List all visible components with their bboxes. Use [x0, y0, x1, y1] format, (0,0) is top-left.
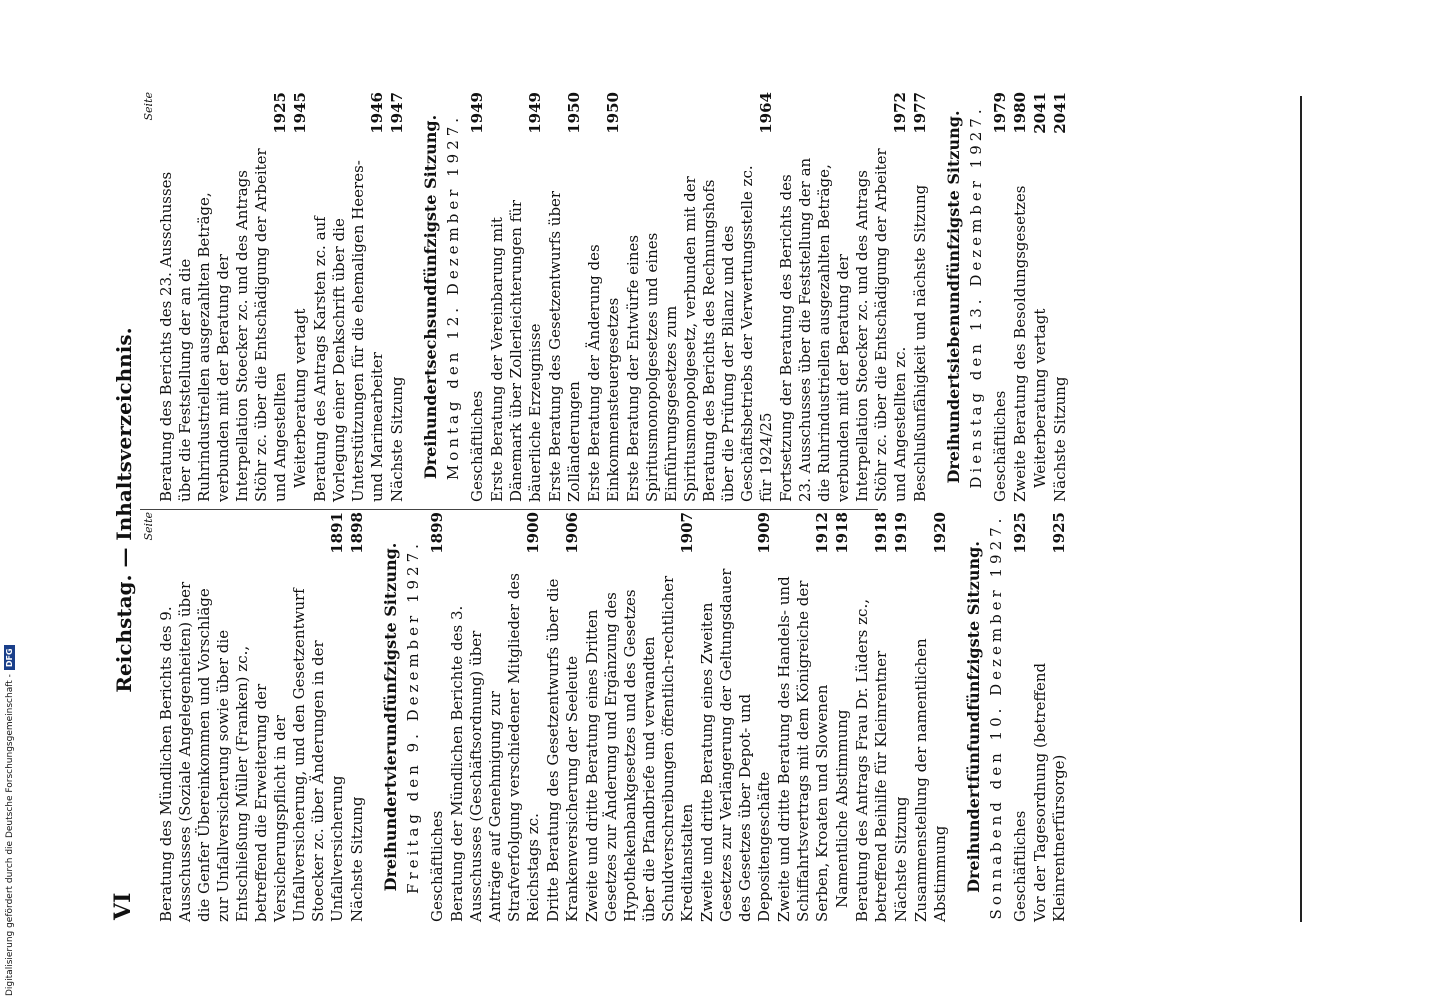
toc-entry-text: Nächste Sitzung: [892, 796, 910, 922]
left-column: [142, 512, 1070, 922]
toc-entry-text: Zweite und dritte Beratung eines Dritten Gesetzes zur Änderung und Ergänzung des Hypothekenbankgesetzes und des Gesetzes über die Pfandbriefe und verwandten Schuldverschreibungen öffentlich-rechtlicher Kreditanstalten: [583, 575, 696, 922]
toc-entry-text: Geschäftliches: [428, 810, 446, 922]
session-356-date: Montag den 12. Dezember 1927.: [444, 113, 462, 481]
toc-entry: [1011, 92, 1030, 502]
toc-entry-page: 2041: [1031, 92, 1049, 134]
digitization-note-text: Digitalisierung gefördert durch die Deutsche Forschungsgemeinschaft -: [5, 674, 15, 996]
toc-entry: [892, 512, 911, 922]
toc-entry-page: 1891: [328, 512, 346, 554]
toc-entry-page: 1947: [388, 92, 406, 134]
toc-entry-page: 1900: [524, 512, 542, 554]
toc-entry-page: 1972: [891, 92, 909, 134]
right-top-entries: [157, 92, 407, 502]
toc-entry: [1031, 92, 1050, 502]
session-356-entries: [468, 92, 930, 502]
digitization-note: [4, 645, 15, 996]
session-354-entries: [428, 512, 950, 922]
toc-entry: [775, 512, 832, 922]
toc-entry-text: Fortsetzung der Beratung des Berichts des 23. Ausschusses über die Feststellung der an die Ruhrindustriellen ausgezahlten Beträge, verbunden mit der Beratung der Interpellation Stoecker zc. und des Antrags Stöhr zc. über die Entschädigung der Arbeiter und Angestellten zc.: [777, 148, 909, 502]
toc-entry: [348, 512, 367, 922]
toc-entry-text: Beratung des Berichts des 23. Ausschusses über die Feststellung der an die Ruhrindustriellen ausgezahlten Beträge, verbunden mit der Beratung der Interpellation Stoecker zc. und des Antrags Stöhr zc. über die Entschädigung der Arbeiter und Angestellten: [157, 148, 289, 502]
toc-entry-text: Geschäftliches: [468, 390, 486, 502]
page-title: Reichstag. — Inhaltsverzeichnis.: [112, 327, 136, 693]
toc-entry: [546, 92, 584, 502]
page-header: [110, 100, 140, 920]
toc-entry-page: 1912: [813, 512, 831, 554]
toc-entry-text: Zweite Beratung des Besoldungsgesetzes: [1011, 185, 1029, 502]
toc-entry: [468, 92, 487, 502]
toc-entry-page: 1907: [678, 512, 696, 554]
toc-entry-text: Beratung des Antrags Karsten zc. auf Vorlegung einer Denkschrift über die Unterstützungen für die ehemaligen Heeres- und Marinearbeiter: [311, 160, 386, 502]
toc-entry-text: Nächste Sitzung: [348, 796, 366, 922]
session-357-entries: [991, 92, 1070, 502]
session-354-title: Dreihundertvierundfünfzigste Sitzung.: [381, 542, 400, 892]
seite-label-left: Seite: [142, 512, 155, 541]
toc-entry-page: 2041: [1051, 92, 1069, 134]
toc-entry-text: Geschäftliches: [991, 390, 1009, 502]
toc-entry: [311, 92, 387, 502]
toc-entry-text: Zusammenstellung der namentlichen Abstimmung: [912, 638, 949, 922]
toc-entry: [157, 512, 347, 922]
toc-entry-page: 1949: [526, 92, 544, 134]
toc-entry-text: Nächste Sitzung: [388, 376, 406, 502]
toc-entry: [853, 512, 891, 922]
toc-entry-text: Beratung des Antrags Frau Dr. Lüders zc., betreffend Beihilfe für Kleinrentner: [853, 599, 890, 922]
toc-entry-text: Zweite und dritte Beratung eines Zweiten Gesetzes zur Verlängerung der Geltungsdauer des Gesetzes über Depot- und Depositengeschäfte: [698, 568, 773, 922]
toc-entry: [698, 512, 774, 922]
toc-entry-text: Namentliche Abstimmung: [833, 709, 851, 908]
toc-entry: [777, 92, 910, 502]
toc-entry-text: Zweite und dritte Beratung des Handels- und Schiffahrtsvertrags mit dem Königreiche der Serben, Kroaten und Slowenen: [775, 576, 831, 922]
toc-entry-page: 1979: [991, 92, 1009, 134]
toc-entry-page: 1950: [565, 92, 583, 134]
toc-entry-text: Beratung der Mündlichen Berichte des 3. Ausschusses (Geschäftsordnung) über Anträge auf Genehmigung zur Strafverfolgung verschiedener Mitglieder des Reichstags zc.: [448, 573, 542, 922]
toc-entry-page: 1977: [911, 92, 929, 134]
toc-entry-text: Beschlußunfähigkeit und nächste Sitzung: [911, 184, 929, 502]
toc-entry-page: 1950: [604, 92, 622, 134]
left-top-entries: [157, 512, 367, 922]
toc-entry-text: Erste Beratung der Entwürfe eines Spiritusmonopolgesetzes und eines Einführungsgesetzes zum Spiritusmonopolgesetz, verbunden mit der Beratung des Berichts des Rechnungshofs über die Prüfung der Bilanz und des Geschäftsbetriebs der Verwertungsstelle zc. für 1924/25: [624, 165, 775, 502]
page-number: VI: [110, 892, 136, 920]
toc-entry: [157, 92, 290, 502]
toc-entry-page: 1980: [1011, 92, 1029, 134]
toc-entry: [291, 92, 310, 502]
toc-entry-page: 1949: [468, 92, 486, 134]
toc-entry: [911, 92, 930, 502]
toc-entry-page: 1925: [1011, 512, 1029, 554]
session-356-title: Dreihundertsechsundfünfzigste Sitzung.: [421, 114, 440, 480]
toc-entry-page: 1898: [348, 512, 366, 554]
right-column: [142, 92, 1071, 502]
toc-entry: [488, 92, 545, 502]
toc-entry-page: 1919: [892, 512, 910, 554]
column-divider: [140, 509, 878, 510]
toc-entry-page: 1918: [833, 512, 851, 554]
toc-entry: [1051, 92, 1070, 502]
toc-entry: [448, 512, 543, 922]
toc-entry-text: Geschäftliches: [1011, 810, 1029, 922]
toc-entry-text: Erste Beratung der Änderung des Einkommensteuergesetzes: [585, 244, 622, 502]
toc-entry-text: Erste Beratung des Gesetzentwurfs über Zolländerungen: [546, 190, 583, 502]
toc-entry: [624, 92, 776, 502]
toc-entry-page: 1925: [271, 92, 289, 134]
session-354-date: Freitag den 9. Dezember 1927.: [404, 540, 422, 894]
toc-entry: [912, 512, 950, 922]
toc-entry-text: Weiterberatung vertagt: [291, 308, 309, 488]
toc-entry-page: 1909: [755, 512, 773, 554]
session-355-date: Sonnabend den 10. Dezember 1927.: [987, 514, 1005, 920]
toc-entry-text: Nächste Sitzung: [1051, 376, 1069, 502]
toc-entry-page: 1945: [291, 92, 309, 134]
toc-entry-page: 1925: [1050, 512, 1068, 554]
toc-entry: [583, 512, 697, 922]
toc-entry-text: Beratung des Mündlichen Berichts des 9. Ausschusses (Soziale Angelegenheiten) über die Genfer Übereinkommen und Vorschläge zur Unfallversicherung sowie über die Entschließung Müller (Franken) zc., betreffend die Erweiterung der Versicherungspflicht in der Unfallversicherung, und den Gesetzentwurf Stoecker zc. über Änderungen in der Unfallversicherung: [157, 581, 346, 922]
toc-entry-page: 1899: [428, 512, 446, 554]
toc-entry: [388, 92, 407, 502]
dfg-logo: DFG: [4, 645, 15, 670]
toc-entry-text: Weiterberatung vertagt: [1031, 308, 1049, 488]
header-rule: [1300, 96, 1302, 922]
toc-entry: [585, 92, 623, 502]
toc-entry-page: 1946: [368, 92, 386, 134]
toc-entry-page: 1906: [563, 512, 581, 554]
session-355-entries: [1011, 512, 1069, 922]
toc-entry: [833, 512, 852, 922]
toc-entry-page: 1920: [931, 512, 949, 554]
seite-label-right: Seite: [142, 92, 155, 121]
toc-entry-text: Vor der Tagesordnung (betreffend Kleinrentnerfürsorge): [1031, 662, 1068, 922]
toc-entry: [1031, 512, 1069, 922]
toc-entry: [1011, 512, 1030, 922]
toc-entry: [991, 92, 1010, 502]
session-357-title: Dreihundertsiebenundfünfzigste Sitzung.: [944, 110, 963, 484]
toc-entry-text: Dritte Beratung des Gesetzentwurfs über die Krankenversicherung der Seeleute: [544, 578, 581, 922]
toc-entry: [544, 512, 582, 922]
toc-entry-text: Erste Beratung der Vereinbarung mit Dänemark über Zollerleichterungen für bäuerliche Erzeugnisse: [488, 199, 544, 502]
toc-entry-page: 1964: [757, 92, 775, 134]
session-357-date: Dienstag den 13. Dezember 1927.: [967, 105, 985, 489]
toc-entry-page: 1918: [872, 512, 890, 554]
session-355-title: Dreihundertfünfundfünfzigste Sitzung.: [964, 541, 983, 893]
toc-entry: [428, 512, 447, 922]
